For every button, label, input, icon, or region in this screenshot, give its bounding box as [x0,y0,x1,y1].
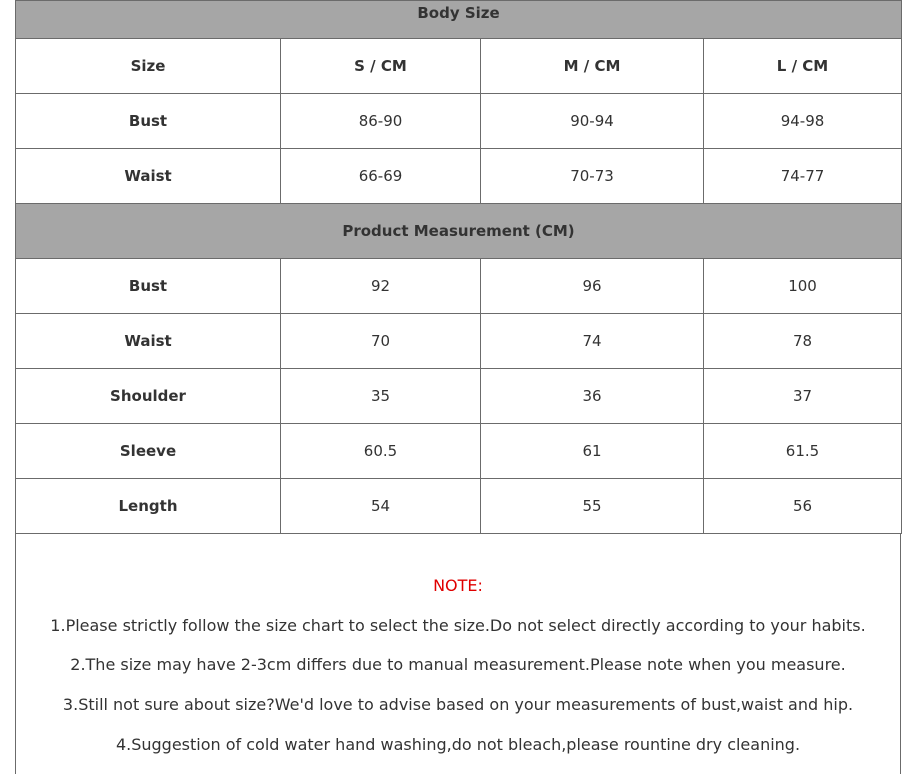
table-row [16,314,902,369]
note-line-1: 1.Please strictly follow the size chart to select the size.Do not select directly according to your habits. [50,616,866,635]
cell-s: 66-69 [281,149,481,204]
header-l: L / CM [704,39,902,94]
cell-l: 94-98 [704,94,902,149]
table-row [16,94,902,149]
notes-panel [15,534,901,774]
note-line-4: 4.Suggestion of cold water hand washing,do not bleach,please rountine dry cleaning. [115,735,801,754]
cell-l: 74-77 [704,149,902,204]
cell-l: 100 [704,259,902,314]
cell-s: 54 [281,479,481,534]
note-title: NOTE: [433,576,483,595]
cell-s: 60.5 [281,424,481,479]
row-label: Length [16,479,281,534]
cell-m: 90-94 [481,94,704,149]
cell-l: 61.5 [704,424,902,479]
row-label: Shoulder [16,369,281,424]
cell-m: 96 [481,259,704,314]
note-line-2: 2.The size may have 2-3cm differs due to manual measurement.Please note when you measure. [70,655,846,674]
cell-s: 35 [281,369,481,424]
table-row [16,259,902,314]
row-label: Sleeve [16,424,281,479]
body-size-section-row [16,1,902,39]
row-label: Waist [16,149,281,204]
product-section-row [16,204,902,259]
table-row [16,424,902,479]
row-label: Bust [16,94,281,149]
cell-m: 70-73 [481,149,704,204]
cell-l: 78 [704,314,902,369]
product-measurement-title: Product Measurement (CM) [16,204,902,259]
row-label: Bust [16,259,281,314]
size-table [15,0,902,534]
cell-m: 55 [481,479,704,534]
note-line-3: 3.Still not sure about size?We'd love to advise based on your measurements of bust,waist and hip. [62,695,854,714]
cell-s: 86-90 [281,94,481,149]
header-s: S / CM [281,39,481,94]
body-size-title: Body Size [16,1,902,39]
cell-l: 37 [704,369,902,424]
cell-l: 56 [704,479,902,534]
cell-s: 92 [281,259,481,314]
table-row [16,369,902,424]
table-header-row [16,39,902,94]
size-chart [15,0,901,534]
header-m: M / CM [481,39,704,94]
table-row [16,479,902,534]
row-label: Waist [16,314,281,369]
table-row [16,149,902,204]
cell-s: 70 [281,314,481,369]
cell-m: 61 [481,424,704,479]
cell-m: 74 [481,314,704,369]
cell-m: 36 [481,369,704,424]
header-size: Size [16,39,281,94]
